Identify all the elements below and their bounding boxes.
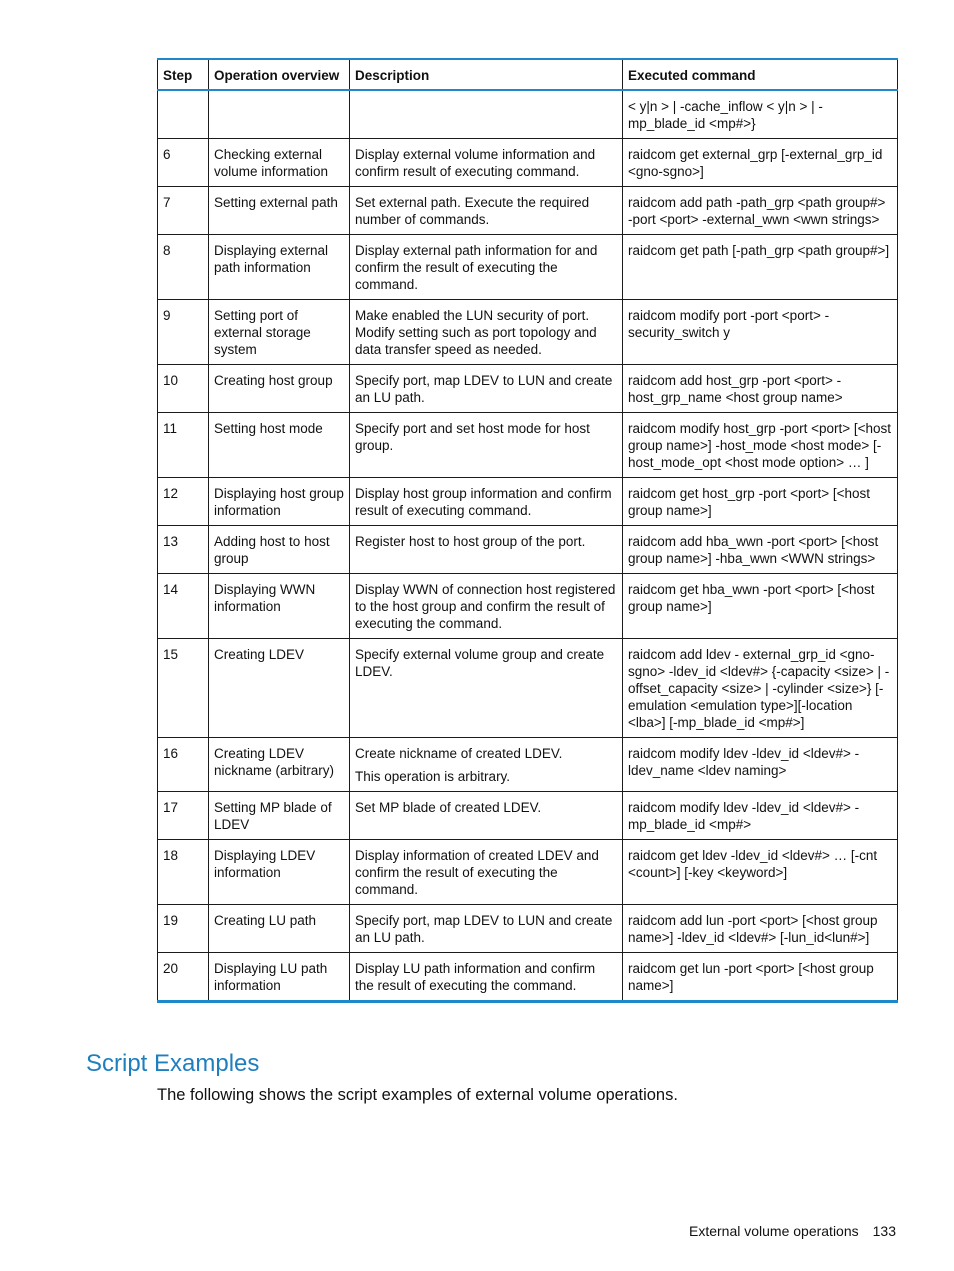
- description-cell: Specify port and set host mode for host group.: [350, 413, 623, 478]
- table-body: [158, 90, 898, 1002]
- table-row: [158, 187, 898, 235]
- operation-cell: Displaying external path information: [209, 235, 350, 300]
- step-cell: 12: [158, 478, 209, 526]
- table-header: [158, 59, 898, 90]
- table-row: [158, 574, 898, 639]
- header-description: Description: [350, 59, 623, 90]
- header-operation-overview: Operation overview: [209, 59, 350, 90]
- description-cell: Display host group information and confirm result of executing command.: [350, 478, 623, 526]
- command-cell: raidcom get lun -port <port> [<host group name>]: [623, 953, 898, 1002]
- step-cell: [158, 90, 209, 139]
- command-cell: raidcom add lun -port <port> [<host group name>] -ldev_id <ldev#> [-lun_id<lun#>]: [623, 905, 898, 953]
- page-number: 133: [872, 1223, 896, 1239]
- operation-cell: Creating host group: [209, 365, 350, 413]
- step-cell: 18: [158, 840, 209, 905]
- operations-table: [157, 58, 898, 1003]
- description-cell: Specify port, map LDEV to LUN and create an LU path.: [350, 905, 623, 953]
- table-row: [158, 526, 898, 574]
- operation-cell: Displaying LU path information: [209, 953, 350, 1002]
- table-row: [158, 738, 898, 792]
- description-cell: Set external path. Execute the required number of commands.: [350, 187, 623, 235]
- step-cell: 14: [158, 574, 209, 639]
- step-cell: 13: [158, 526, 209, 574]
- section-intro: The following shows the script examples of external volume operations.: [157, 1086, 678, 1104]
- description-cell: [350, 90, 623, 139]
- step-cell: 16: [158, 738, 209, 792]
- table-row: [158, 905, 898, 953]
- operation-cell: Creating LDEV nickname (arbitrary): [209, 738, 350, 792]
- table-row: [158, 300, 898, 365]
- command-cell: raidcom get host_grp -port <port> [<host group name>]: [623, 478, 898, 526]
- operation-cell: Creating LU path: [209, 905, 350, 953]
- description-cell: Display external volume information and confirm result of executing command.: [350, 139, 623, 187]
- command-cell: raidcom get hba_wwn -port <port> [<host group name>]: [623, 574, 898, 639]
- description-cell: Make enabled the LUN security of port. Modify setting such as port topology and data transfer speed as needed.: [350, 300, 623, 365]
- command-cell: raidcom get ldev -ldev_id <ldev#> … [-cnt <count>] [-key <keyword>]: [623, 840, 898, 905]
- command-cell: < y|n > | -cache_inflow < y|n > | -mp_blade_id <mp#>}: [623, 90, 898, 139]
- command-cell: raidcom get path [-path_grp <path group#>]: [623, 235, 898, 300]
- command-cell: raidcom add hba_wwn -port <port> [<host group name>] -hba_wwn <WWN strings>: [623, 526, 898, 574]
- operation-cell: Displaying WWN information: [209, 574, 350, 639]
- table-row: [158, 365, 898, 413]
- table-row: [158, 139, 898, 187]
- command-cell: raidcom modify port -port <port> -security_switch y: [623, 300, 898, 365]
- operation-cell: Displaying LDEV information: [209, 840, 350, 905]
- table-row: [158, 953, 898, 1002]
- description-cell: Specify port, map LDEV to LUN and create an LU path.: [350, 365, 623, 413]
- description-cell: Set MP blade of created LDEV.: [350, 792, 623, 840]
- operation-cell: Adding host to host group: [209, 526, 350, 574]
- description-note: This operation is arbitrary.: [355, 769, 511, 784]
- command-cell: raidcom get external_grp [-external_grp_id <gno-sgno>]: [623, 139, 898, 187]
- operation-cell: Setting external path: [209, 187, 350, 235]
- description-cell: Display WWN of connection host registered to the host group and confirm the result of executing the command.: [350, 574, 623, 639]
- step-cell: 7: [158, 187, 209, 235]
- description-text: Create nickname of created LDEV.: [355, 746, 563, 761]
- step-cell: 11: [158, 413, 209, 478]
- table-row: [158, 478, 898, 526]
- operation-cell: Creating LDEV: [209, 639, 350, 738]
- step-cell: 20: [158, 953, 209, 1002]
- operation-cell: Setting host mode: [209, 413, 350, 478]
- command-cell: raidcom modify ldev -ldev_id <ldev#> -ldev_name <ldev naming>: [623, 738, 898, 792]
- operation-cell: Displaying host group information: [209, 478, 350, 526]
- header-step: Step: [158, 59, 209, 90]
- step-cell: 19: [158, 905, 209, 953]
- step-cell: 17: [158, 792, 209, 840]
- command-cell: raidcom add path -path_grp <path group#> -port <port> -external_wwn <wwn strings>: [623, 187, 898, 235]
- command-cell: raidcom modify ldev -ldev_id <ldev#> -mp_blade_id <mp#>: [623, 792, 898, 840]
- table-row: [158, 90, 898, 139]
- step-cell: 6: [158, 139, 209, 187]
- operation-cell: Setting MP blade of LDEV: [209, 792, 350, 840]
- table-row: [158, 792, 898, 840]
- command-cell: raidcom add host_grp -port <port> -host_grp_name <host group name>: [623, 365, 898, 413]
- operation-cell: Checking external volume information: [209, 139, 350, 187]
- description-cell: Register host to host group of the port.: [350, 526, 623, 574]
- header-row: [158, 59, 898, 90]
- step-cell: 9: [158, 300, 209, 365]
- operation-cell: Setting port of external storage system: [209, 300, 350, 365]
- page-footer: [689, 1223, 896, 1239]
- table-row: [158, 639, 898, 738]
- description-cell: [350, 738, 623, 792]
- table-row: [158, 235, 898, 300]
- operation-cell: [209, 90, 350, 139]
- table-row: [158, 840, 898, 905]
- section-heading: Script Examples: [86, 1050, 260, 1077]
- header-executed-command: Executed command: [623, 59, 898, 90]
- step-cell: 15: [158, 639, 209, 738]
- footer-section-name: External volume operations: [688, 1223, 859, 1239]
- command-cell: raidcom modify host_grp -port <port> [<host group name>] -host_mode <host mode> [-host_mode_opt <host mode option> … ]: [623, 413, 898, 478]
- table-row: [158, 413, 898, 478]
- description-cell: Specify external volume group and create LDEV.: [350, 639, 623, 738]
- description-cell: Display information of created LDEV and confirm the result of executing the command.: [350, 840, 623, 905]
- description-cell: Display external path information for and confirm the result of executing the command.: [350, 235, 623, 300]
- step-cell: 10: [158, 365, 209, 413]
- command-cell: raidcom add ldev - external_grp_id <gno-sgno> -ldev_id <ldev#> {-capacity <size> | -offset_capacity <size> | -cylinder <size>} [-emulation <emulation type>][-location <lba>] [-mp_blade_id <mp#>]: [623, 639, 898, 738]
- description-cell: Display LU path information and confirm the result of executing the command.: [350, 953, 623, 1002]
- step-cell: 8: [158, 235, 209, 300]
